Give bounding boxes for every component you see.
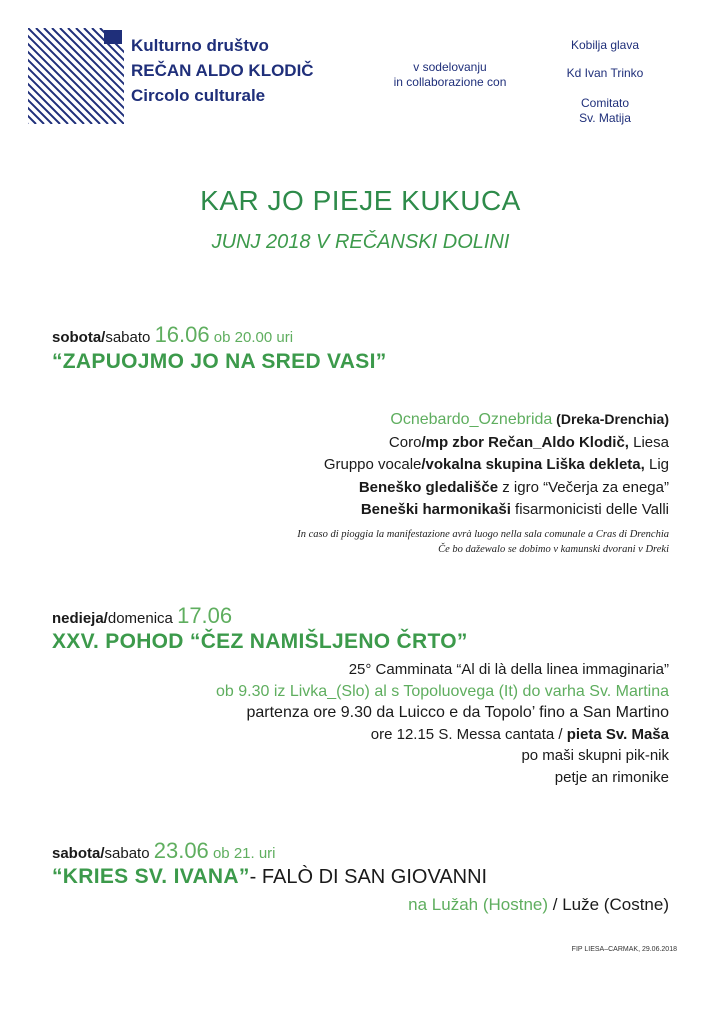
- event2-line-4: [216, 724, 669, 746]
- event1-line-4-bold: Beneško gledališče: [358, 478, 499, 496]
- event2-line-1: 25° Camminata “Al di là della linea immaginaria”: [348, 661, 669, 678]
- event1-day-ita: sabato: [105, 329, 151, 346]
- event1-line-5: [324, 499, 669, 522]
- partner-1: Kobilja glava: [570, 38, 640, 52]
- event1-line-1-green: Ocnebardo_Oznebrida: [390, 411, 553, 428]
- event2-details: [216, 659, 669, 788]
- event3-title-dark: - FALÒ DI SAN GIOVANNI: [249, 866, 488, 888]
- logo-text: [131, 33, 314, 108]
- event3-date: 23.06: [153, 838, 209, 863]
- event3-title-green: “KRIES SV. IVANA”: [52, 865, 250, 888]
- event2-line-3: partenza ore 9.30 da Luicco e da Topolo’ fino a San Martino: [246, 704, 669, 721]
- event2-line-6: petje an rimonike: [554, 768, 669, 786]
- event1-time: ob 20.00 uri: [213, 329, 294, 346]
- partner-2: Kd Ivan Trinko: [566, 66, 644, 80]
- event3-place-line: [408, 894, 669, 915]
- event3-place-dark: / Luže (Costne): [548, 895, 669, 914]
- event1-line-4-plain: z igro “Večerja za enega”: [498, 478, 669, 496]
- event1-rain-note: [297, 527, 669, 557]
- event1-day-slo: sobota/: [52, 329, 106, 346]
- collaboration-text: [380, 60, 520, 90]
- event1-note-2: Če bo dažewalo se dobimo v kamunski dvorani v Dreki: [438, 544, 669, 555]
- event2-line-2: ob 9.30 iz Livka_(Slo) al s Topoluovega (It) do varha Sv. Martina: [216, 682, 669, 700]
- event1-line-2-plain: Coro: [388, 433, 422, 451]
- event3-title: [52, 865, 487, 889]
- event1-line-3: [324, 454, 669, 477]
- collab-line-1: v sodelovanju: [413, 60, 487, 74]
- event2-title: XXV. POHOD “ČEZ NAMIŠLJENO ČRTO”: [52, 630, 468, 653]
- event1-title: “ZAPUOJMO JO NA SRED VASI”: [52, 350, 387, 373]
- event1-line-3-end: Lig: [644, 456, 669, 473]
- event2-day-ita: domenica: [107, 610, 173, 627]
- partner-3: Comitato: [580, 96, 630, 110]
- event1-line-2: [324, 432, 669, 455]
- event1-details: [324, 408, 669, 522]
- event2-line-4-bold: pieta Sv. Maša: [566, 725, 669, 743]
- event1-date-line: [52, 322, 293, 348]
- collab-line-2: in collaborazione con: [393, 75, 507, 89]
- event2-line-5: po maši skupni pik-nik: [521, 747, 669, 764]
- event2-date: 17.06: [177, 603, 233, 628]
- event3-date-line: [52, 838, 276, 864]
- partners-list: [545, 38, 665, 126]
- event2-line-4-plain: ore 12.15 S. Messa cantata /: [370, 725, 567, 743]
- event1-note-1: In caso di pioggia la manifestazione avrà luogo nella sala comunale a Cras di Drenchia: [297, 529, 669, 540]
- event1-line-1: [324, 408, 669, 432]
- event2-date-line: [52, 603, 232, 629]
- event3-place-green: na Lužah (Hostne): [408, 895, 549, 914]
- event3-day-slo: sabota/: [52, 845, 105, 862]
- event1-line-3-plain: Gruppo vocale: [323, 456, 422, 473]
- event1-line-5-bold: Beneški harmonikaši: [360, 501, 511, 518]
- logo-line-3: Circolo culturale: [131, 86, 266, 105]
- event1-line-2-bold: /mp zbor Rečan_Aldo Klodič,: [421, 433, 629, 451]
- event1-line-1-bold: (Dreka-Drenchia): [552, 411, 669, 427]
- event1-line-3-bold: /vokalna skupina Liška dekleta,: [421, 456, 645, 473]
- event1-line-2-end: Liesa: [628, 433, 669, 451]
- event3-day-ita: sabato: [104, 845, 150, 862]
- event1-line-5-plain: fisarmonicisti delle Valli: [510, 501, 669, 518]
- event2-day-slo: nedieja/: [52, 610, 108, 627]
- event1-date: 16.06: [154, 322, 210, 347]
- footer-credit: FIP LIESA–CARMAK, 29.06.2018: [571, 946, 677, 953]
- partner-4: Sv. Matija: [579, 111, 631, 125]
- page-title: KAR JO PIEJE KUKUCA: [200, 185, 521, 216]
- logo-line-1: Kulturno društvo: [131, 36, 269, 55]
- event3-place: [408, 894, 669, 915]
- logo-stripes-icon: [28, 28, 124, 124]
- page-subtitle: JUNJ 2018 V REČANSKI DOLINI: [211, 231, 510, 253]
- event1-line-4: [324, 477, 669, 500]
- logo-line-2: REČAN ALDO KLODIČ: [131, 61, 314, 80]
- event3-time: ob 21. uri: [212, 845, 276, 862]
